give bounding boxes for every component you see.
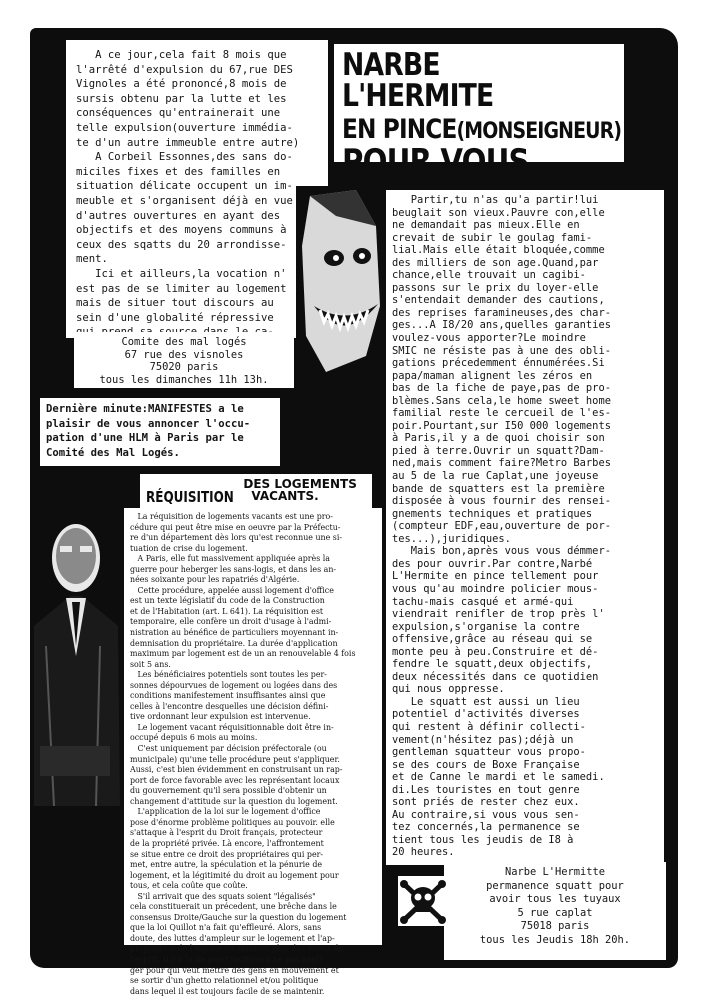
main-line: offensive,grâce au réseau qui se	[392, 633, 593, 646]
main-line: expulsion,s'organise la contre	[392, 620, 580, 633]
skull-and-crossbones-icon	[398, 876, 448, 926]
main-line: di.Les touristes en tout genre	[392, 783, 580, 796]
derniere-minute-text	[46, 402, 280, 460]
intro-line: objectifs et des moyens communs à	[76, 224, 287, 237]
requisition-line: tive ordonnant leur expulsion est intervenue.	[130, 712, 311, 722]
main-line: Au contraire,si vous vous sen-	[392, 808, 580, 821]
requisition-line: met, entre autre, la spéculation et la pénurie de	[130, 860, 323, 870]
requisition-line: tous, et cela coûte que coûte.	[130, 881, 248, 891]
main-text	[392, 194, 664, 859]
requisition-line: A Paris, elle fut massivement appliquée après la	[130, 554, 330, 564]
main-line: passons sur le prix du loyer-elle	[392, 281, 599, 294]
requisition-line: cela constituerait un précedent, une brêche dans le	[130, 902, 337, 912]
permanence-box	[444, 862, 666, 960]
intro-line: conséquences qu'entrainerait une	[76, 107, 281, 120]
main-line: bande de squatters est la première	[392, 482, 605, 495]
requisition-line: guerre pour heberger les sans-logis, et dans les an-	[130, 564, 337, 574]
main-line: tes...),juridiques.	[392, 532, 511, 545]
requisition-line: nées soixante pour les rapatriés d'Algérie.	[130, 575, 300, 585]
intro-line: meuble et s'organisent déjà en vue	[76, 194, 293, 207]
permanence-line: 5 rue caplat	[517, 906, 593, 919]
main-line: Mais bon,après vous vous démmer-	[392, 545, 611, 558]
requisition-line: Cette procédure, appelée aussi logement d'office	[130, 585, 334, 595]
permanence-line: 75018 paris	[520, 920, 590, 932]
main-line: gentleman squatteur vous propo-	[392, 746, 586, 759]
headline-monseigneur: (MONSEIGNEUR)	[456, 119, 622, 144]
main-line: Partir,tu n'as qu'a partir!lui	[392, 194, 599, 206]
requisition-line: port de force favorable avec les représentant locaux	[130, 775, 340, 785]
requisition-line: maximum par logement est de un an renouvelable 4 fois	[130, 649, 356, 659]
requisition-line: propriation de l'espace ne seraient plus des voeux de	[130, 944, 344, 954]
permanence-text	[444, 866, 666, 947]
requisition-line: s'attaque à l'esprit du Droit français, protecteur	[130, 828, 323, 838]
intro-line: telle expulsion(ouverture immédia-	[76, 121, 293, 134]
requisition-subtitle-line-1: DES LOGEMENTS	[243, 477, 357, 491]
main-line: lial.Mais elle était bloquée,comme	[392, 244, 605, 257]
grinning-monster-illustration	[296, 186, 388, 376]
requisition-line: ger pour qui veut mettre des gens en mouvement et	[130, 965, 339, 975]
requisition-line: se sortir d'un ghetto relationnel et/ou politique	[130, 976, 319, 986]
main-line: ned,mais comment faire?Metro Barbes	[392, 457, 611, 470]
intro-line: l'arrêté d'expulsion du 67,rue DES	[76, 63, 293, 76]
derniere-minute-box	[40, 398, 280, 466]
intro-line: ment.	[76, 253, 108, 266]
headline-line-1: NARBE L'HERMITE	[342, 47, 494, 114]
requisition-line: demnisation du propriétaire. La durée d'application	[130, 638, 338, 648]
intro-text	[76, 48, 328, 354]
intro-line: est pas de se limiter au logement	[76, 282, 287, 295]
headline	[342, 47, 624, 182]
requisition-body-box	[124, 508, 382, 996]
main-line: monte peu à peu.Construire et dé-	[392, 645, 599, 658]
main-line: Le squatt est aussi un lieu	[392, 695, 580, 708]
main-line: gnements techniques et pratiques	[392, 507, 593, 520]
requisition-line: doute, des luttes d'ampleur sur le logement et l'ap-	[130, 933, 335, 943]
requisition-line: conditions manifestement insuffisantes ainsi que	[130, 691, 326, 701]
main-line: papa/maman alignent les zéros en	[392, 369, 593, 382]
requisition-line: Aussi, c'est bien évidemment en construisant un rap-	[130, 765, 343, 775]
intro-line: Vignoles a été prononcé,8 mois de	[76, 78, 287, 91]
main-text-box	[386, 190, 664, 865]
intro-line: sursis obtenu par la lutte et les	[76, 92, 287, 105]
headline-line-2	[342, 114, 622, 145]
main-line: au 5 de la rue Caplat,une joyeuse	[392, 470, 599, 483]
requisition-line: municipale) qu'une telle procédure peut s'appliquer.	[130, 754, 340, 764]
requisition-line: celles à l'encontre desquelles une décision défini-	[130, 701, 329, 711]
requisition-line: que la loi Quillot n'a fait qu'effleuré. Alors, sans	[130, 923, 322, 933]
main-line: viendrait renifler de trop près l'	[392, 608, 605, 621]
main-line: deux nécessités dans ce quotidien	[392, 670, 599, 683]
main-line: potentiel d'activités diverses	[392, 708, 580, 721]
main-line: qui nous oppresse.	[392, 683, 505, 696]
main-line: ne demandait pas mieux.Elle en	[392, 219, 580, 232]
requisition-line: occupé depuis 6 mois au moins.	[130, 733, 258, 743]
requisition-line: logement, et la légitimité du droit au logement pour	[130, 870, 339, 880]
requisition-line: de la propriété privée. Là encore, l'affrontement	[130, 838, 324, 848]
main-line: pied à terre.Ouvrir un squatt?Dam-	[392, 444, 605, 457]
comite-box	[74, 332, 294, 388]
requisition-line: cédure qui peut être mise en oeuvre par la Préfectu-	[130, 522, 341, 532]
main-line: des milliers de son age.Quand,par	[392, 256, 599, 269]
main-line: tez concernés,la permanence se	[392, 821, 580, 834]
main-line: beuglait son vieux.Pauvre con,elle	[392, 206, 605, 219]
main-line: disposée à vous fournir des rensei-	[392, 495, 611, 508]
main-line: se des cours de Boxe Française	[392, 758, 580, 771]
main-line: ges...A I8/20 ans,quelles garanties	[392, 319, 611, 332]
main-line: chance,elle trouvait un cagibi-	[392, 269, 586, 282]
main-line: poir.Pourtant,sur I50 000 logements	[392, 419, 611, 432]
requisition-word: RÉQUISITION	[146, 488, 234, 506]
requisition-line: et de l'Habitation (art. L 641). La réquisition est	[130, 606, 324, 616]
comite-line: 67 rue des visnoles	[124, 348, 244, 361]
requisition-line: temporaire, elle confère un droit d'usage à l'admi-	[130, 617, 332, 627]
main-line: SMIC ne résiste pas à une des obli-	[392, 344, 611, 357]
requisition-line: L'application de la loi sur le logement d'office	[130, 807, 321, 817]
main-line: sont priés de rester chez eux.	[392, 796, 580, 809]
main-line: bas de la fiche de paye,pas de pro-	[392, 382, 611, 395]
derniere-minute-line: Comité des Mal Logés.	[46, 446, 180, 459]
headline-en-pince: EN PINCE	[342, 114, 457, 145]
main-line: familial reste le cercueil de l'es-	[392, 407, 611, 420]
derniere-minute-line: plaisir de vous annoncer l'occu-	[46, 417, 251, 430]
main-line: et de Canne le mardi et le samedi.	[392, 771, 605, 784]
man-photo-illustration	[30, 506, 124, 936]
intro-line: te d'un autre immeuble entre autre)	[76, 136, 300, 149]
requisition-line: Le logement vacant réquisitionnable doit être in-	[130, 722, 334, 732]
comite-line: tous les dimanches 11h 13h.	[99, 373, 269, 386]
main-line: vous qu'au moindre policier mous-	[392, 582, 599, 595]
main-line: L'Hermite en pince tellement pour	[392, 570, 599, 583]
main-line: à Paris,il y a de quoi choisir son	[392, 432, 605, 445]
requisition-line: changement d'attitude sur la question du logement.	[130, 796, 338, 806]
requisition-line: soit 5 ans.	[130, 659, 171, 669]
main-line: vement(n'hésitez pas);déjà un	[392, 733, 574, 746]
requisition-line: dans lequel il est toujours facile de se maintenir.	[130, 986, 325, 996]
comite-line: 75020 paris	[149, 361, 219, 373]
main-line: (compteur EDF,eau,ouverture de por-	[392, 520, 611, 533]
requisition-line: C'est uniquement par décision préfectorale (ou	[130, 744, 327, 754]
intro-box	[66, 40, 328, 338]
main-line: 20 heures.	[392, 846, 455, 859]
headline-line-3: POUR VOUS.	[342, 142, 540, 182]
requisition-body-text	[130, 512, 382, 997]
main-line: tachu-mais casqué et armé-qui	[392, 595, 574, 608]
intro-line: situation délicate occupent un im-	[76, 180, 293, 193]
title-box	[334, 44, 624, 182]
permanence-line: tous les Jeudis 18h 20h.	[479, 933, 631, 946]
requisition-line: du gouvernement qu'il sera possible d'obtenir un	[130, 786, 327, 796]
intro-line: sein d'une globalité répressive	[76, 311, 274, 324]
comite-line: Comite des mal logés	[121, 336, 247, 348]
intro-line: Ici et ailleurs,la vocation n'	[76, 267, 287, 280]
requisition-line: re d'un département dès lors qu'est reconnue une si-	[130, 533, 343, 543]
main-line: des pour ouvrir.Par contre,Narbé	[392, 557, 593, 570]
main-line: gations précedemment énnumérées.Si	[392, 357, 605, 370]
permanence-line: Narbe L'Hermitte	[504, 866, 606, 878]
intro-line: A ce jour,cela fait 8 mois que	[76, 49, 287, 61]
requisition-line: La réquisition de logements vacants est une pro-	[130, 512, 333, 521]
requisition-line: est un texte législatif du code de la Construction	[130, 596, 325, 606]
permanence-line: permanence squatt pour	[486, 879, 624, 892]
intro-line: mais de situer tout discours au	[76, 297, 274, 310]
main-line: des reprises faramineuses,des char-	[392, 306, 611, 319]
main-line: qui restent à définir collecti-	[392, 720, 586, 733]
main-line: voulez-vous apporter?Le moindre	[392, 332, 586, 345]
comite-text	[74, 336, 294, 386]
requisition-line: se situe entre ce droit des propriétaires qui per-	[130, 849, 324, 859]
main-line: tient tous les jeudis de I8 à	[392, 833, 574, 846]
intro-line: d'autres ouvertures en ayant des	[76, 209, 281, 222]
requisition-subtitle-line-2: VACANTS.	[251, 489, 319, 503]
requisition-line: pose d'énorme problème politiques au pouvoir. elle	[130, 817, 335, 827]
main-line: s'entendait demander des cautions,	[392, 294, 605, 307]
main-line: blèmes.Sans cela,le home sweet home	[392, 394, 611, 407]
requisition-line: nistration au bénéfice de particuliers moyennant in-	[130, 628, 339, 638]
requisition-line: consensus Droite/Gauche sur la question du logement	[130, 912, 347, 922]
derniere-minute-line: pation d'une HLM à Paris par le	[46, 432, 244, 445]
requisition-line: sonnes dépourvues de logement ou logées dans des	[130, 680, 338, 690]
main-line: crevait de subir le goulag fami-	[392, 231, 593, 244]
permanence-line: avoir tous les tuyaux	[489, 893, 621, 905]
requisition-line: l'esprit. Il y a là un point tactique à ne pas négli-	[130, 954, 325, 964]
intro-line: ceux des sqatts du 20 arrondisse-	[76, 238, 287, 251]
intro-line: A Corbeil Essonnes,des sans do-	[76, 151, 293, 164]
requisition-subtitle	[243, 478, 356, 502]
derniere-minute-line: Dernière minute:MANIFESTES a le	[46, 403, 244, 415]
main-line: fendre le squatt,deux objectifs,	[392, 658, 593, 671]
requisition-title	[146, 478, 372, 506]
requisition-line: tuation de crise du logement.	[130, 543, 248, 553]
requisition-line: Les bénéficiaires potentiels sont toutes les per-	[130, 670, 327, 680]
intro-line: miciles fixes et des familles en	[76, 165, 281, 178]
requisition-line: S'il arrivait que des squats soient "légalisés"	[130, 891, 316, 901]
